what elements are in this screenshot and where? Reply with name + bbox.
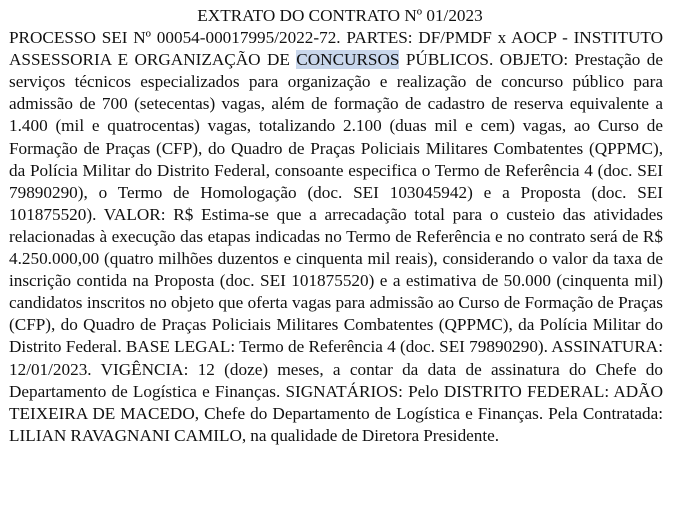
body-text-start: PROCESSO SEI Nº 00054-00017995/2022-72. PARTES: DF/PMDF x AOCP - INSTITUTO ASSESSORIA E ORGANIZAÇÃO DE	[9, 28, 663, 70]
contract-extract	[9, 5, 663, 447]
contract-body	[9, 27, 663, 447]
body-text-end: PÚBLICOS. OBJETO: Prestação de serviços técnicos especializados para organização e realização de concurso público para admissão de 700 (setecentas) vagas, além de formação de cadastro de reserva equivalente a 1.400 (mil e quatrocentas) vagas, totalizando 2.100 (duas mil e cem) vagas, ao Curso de Formação de Praças (CFP), do Quadro de Praças Policiais Militares Combatentes (QPPMC), da Polícia Militar do Distrito Federal, consoante especifica o Termo de Referência 4 (doc. SEI 79890290), o Termo de Homologação (doc. SEI 103045942) e a Proposta (doc. SEI 101875520). VALOR: R$ Estima-se que a arrecadação total para o custeio das atividades relacionadas à execução das etapas indicadas no Termo de Referência e no contrato será de R$ 4.250.000,00 (quatro milhões duzentos e cinquenta mil reais), considerando o valor da taxa de inscrição contida na Proposta (doc. SEI 101875520) e a estimativa de 50.000 (cinquenta mil) candidatos inscritos no objeto que oferta vagas para admissão ao Curso de Formação de Praças (CFP), do Quadro de Praças Policiais Militares Combatentes (QPPMC), da Polícia Militar do Distrito Federal. BASE LEGAL: Termo de Referência 4 (doc. SEI 79890290). ASSINATURA: 12/01/2023. VIGÊNCIA: 12 (doze) meses, a contar da data de assinatura do Chefe do Departamento de Logística e Finanças. SIGNATÁRIOS: Pelo DISTRITO FEDERAL: ADÃO TEIXEIRA DE MACEDO, Chefe do Departamento de Logística e Finanças. Pela Contratada: LILIAN RAVAGNANI CAMILO, na qualidade de Diretora Presidente.	[9, 50, 664, 445]
document-title: EXTRATO DO CONTRATO Nº 01/2023	[197, 6, 483, 25]
highlighted-selection[interactable]: CONCURSOS	[296, 50, 400, 70]
